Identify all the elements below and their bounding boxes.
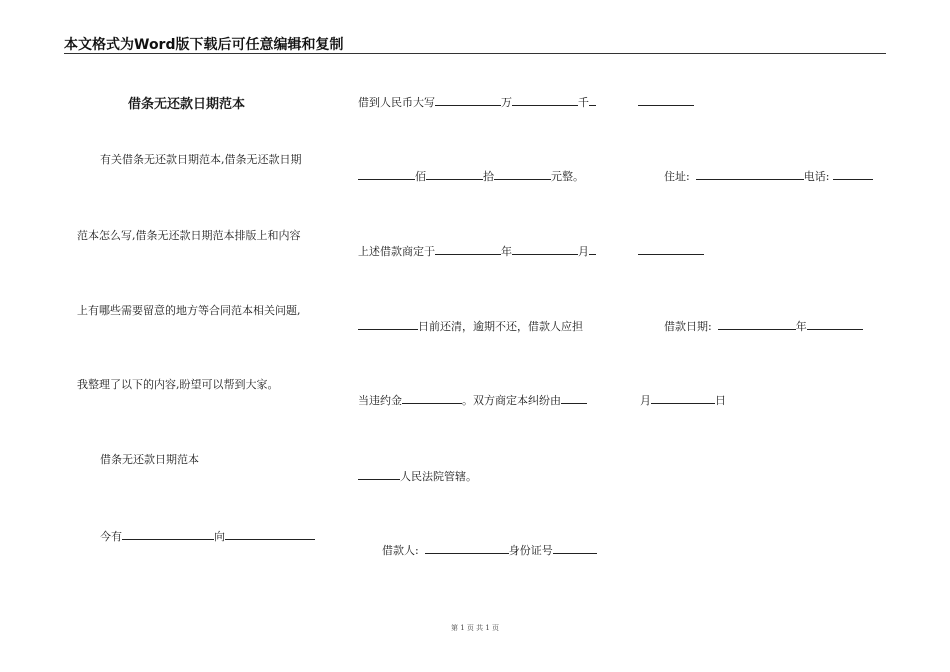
loan-day-label: 日 (715, 394, 726, 407)
yuan-blank (494, 168, 551, 180)
header-divider (64, 53, 886, 54)
yuan-label: 元整。 (551, 170, 584, 183)
penalty-line (358, 392, 587, 408)
due-year-blank (435, 243, 501, 255)
loan-month-label: 月 (640, 394, 651, 407)
wan-label: 万 (501, 96, 512, 109)
due-month-tail-blank (589, 243, 596, 255)
lender-blank (122, 528, 214, 540)
court-line (358, 468, 477, 484)
phone-blank (833, 168, 873, 180)
section-subtitle: 借条无还款日期范本 (100, 453, 199, 466)
intro-line-2: 范本怎么写,借条无还款日期范本排版上和内容 (77, 229, 301, 242)
month-continued-blank (638, 243, 704, 255)
wan-blank (435, 94, 501, 106)
repay-terms-line (358, 318, 583, 334)
id-number-label: 身份证号 (508, 544, 553, 557)
repay-terms-text: 日前还清，逾期不还，借款人应担 (418, 320, 583, 333)
bai-blank (358, 168, 415, 180)
loan-day-blank (651, 392, 715, 404)
due-date-line (358, 243, 596, 259)
due-month-blank (512, 243, 578, 255)
borrower-signature-line (382, 542, 597, 558)
loan-date-line (664, 318, 863, 334)
borrower-blank (225, 528, 315, 540)
qian-blank (512, 94, 578, 106)
col3-top-blank-line (638, 94, 694, 110)
address-phone-line (664, 168, 873, 184)
loan-year-blank (718, 318, 796, 330)
loan-year-label: 年 (795, 320, 807, 333)
intro-line-1: 有关借条无还款日期范本,借条无还款日期 (100, 153, 302, 166)
court-text: 人民法院管辖。 (400, 470, 477, 483)
loan-month-day-line (640, 392, 726, 408)
bai-label: 佰 (415, 170, 426, 183)
page-footer: 第 1 页 共 1 页 (450, 624, 500, 632)
due-year-label: 年 (501, 245, 512, 258)
shi-blank (426, 168, 483, 180)
address-blank (696, 168, 804, 180)
borrow-statement-line (100, 528, 315, 544)
due-month-label: 月 (578, 245, 589, 258)
page-header: 本文格式为Word版下载后可任意编辑和复制 (64, 37, 344, 53)
document-title: 借条无还款日期范本 (128, 97, 246, 112)
due-day-blank (358, 318, 418, 330)
qian-label: 千 (578, 96, 589, 109)
loan-date-label: 借款日期: (664, 320, 712, 333)
qian-tail-blank (589, 94, 596, 106)
col3-month-tail-line (638, 243, 704, 259)
shi-label: 拾 (483, 170, 494, 183)
amount-line-2 (358, 168, 584, 184)
loan-month-blank (807, 318, 863, 330)
to-label: 向 (214, 530, 225, 543)
intro-line-3: 上有哪些需要留意的地方等合同范本相关问题, (77, 304, 301, 317)
borrower-name-blank (425, 542, 509, 554)
jurisdiction-blank (561, 392, 587, 404)
due-date-label: 上述借款商定于 (358, 245, 435, 258)
amount-line-1 (358, 94, 596, 110)
address-label: 住址: (664, 170, 690, 183)
penalty-blank (402, 392, 462, 404)
penalty-label: 当违约金 (358, 394, 402, 407)
court-blank (358, 468, 400, 480)
amount-caps-label: 借到人民币大写 (358, 96, 435, 109)
jurisdiction-text: 。双方商定本纠纷由 (462, 394, 561, 407)
continued-blank (638, 94, 694, 106)
borrower-label: 借款人: (382, 544, 419, 557)
intro-line-4: 我整理了以下的内容,盼望可以帮到大家。 (77, 378, 279, 391)
phone-label: 电话: (803, 170, 830, 183)
id-number-blank (553, 542, 597, 554)
today-label: 今有 (100, 530, 122, 543)
